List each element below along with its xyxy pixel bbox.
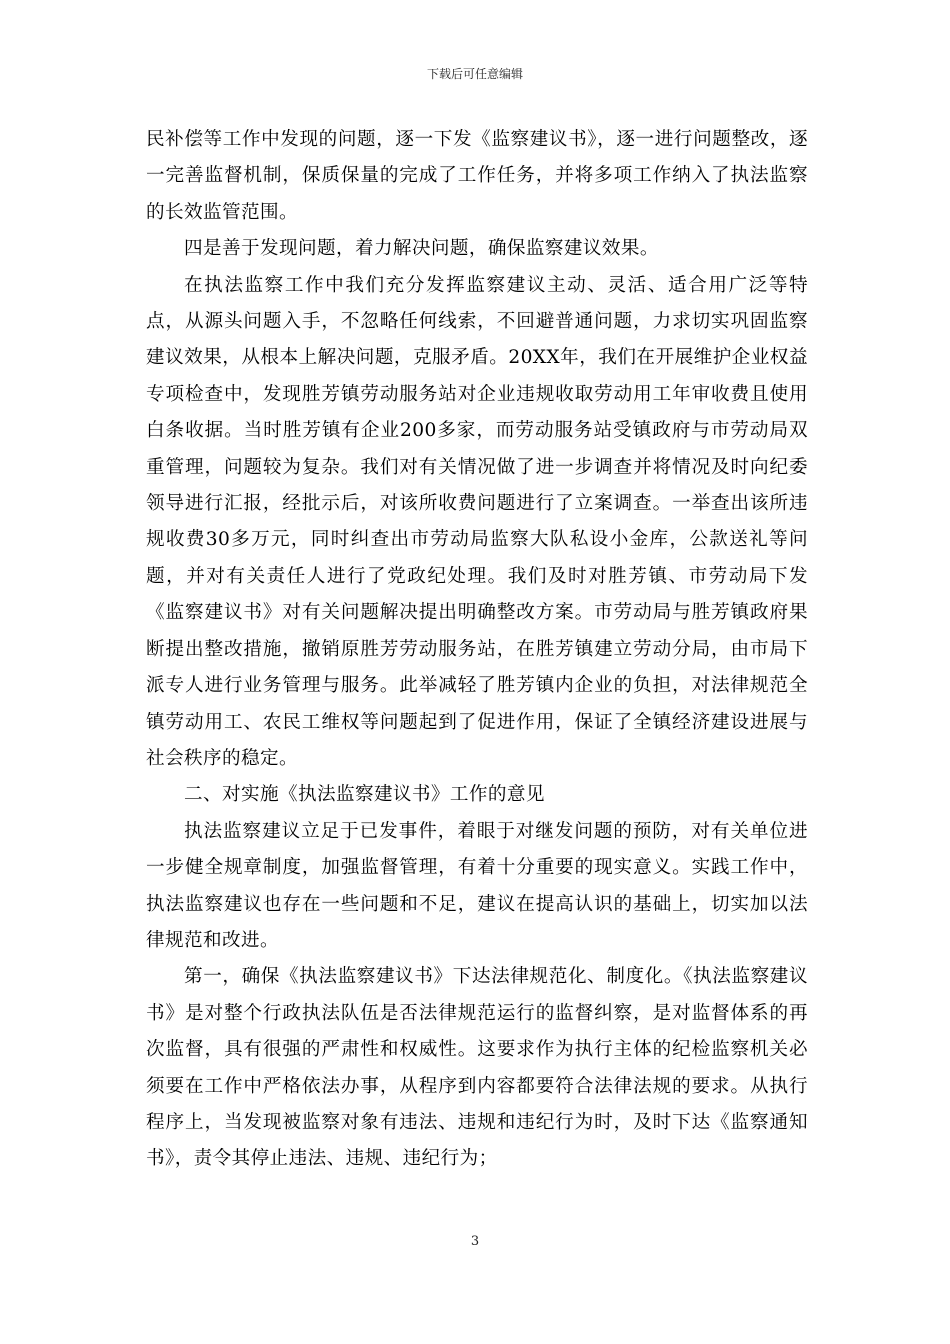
page-number: 3 <box>470 1234 480 1249</box>
paragraph-continuation: 民补偿等工作中发现的问题，逐一下发《监察建议书》，逐一进行问题整改，逐一完善监督机制，保质保量的完成了工作任务，并将多项工作纳入了执法监察的长效监管范围。 <box>146 129 808 223</box>
page-header-note: 下载后可任意编辑 <box>426 67 523 81</box>
section-heading-two: 二、对实施《执法监察建议书》工作的意见 <box>184 784 545 806</box>
paragraph-section-intro: 执法监察建议立足于已发事件，着眼于对继发问题的预防，对有关单位进一步健全规章制度，加强监督管理，有着十分重要的现实意义。实践工作中，执法监察建议也存在一些问题和不足，建议在提高认识的基础上，切实加以法律规范和改进。 <box>146 820 808 951</box>
paragraph-point-four: 四是善于发现问题，着力解决问题，确保监察建议效果。 <box>184 238 659 260</box>
paragraph-case-example: 在执法监察工作中我们充分发挥监察建议主动、灵活、适合用广泛等特点，从源头问题入手，不忽略任何线索，不回避普通问题，力求切实巩固监察建议效果，从根本上解决问题，克服矛盾。20XX年，我们在开展维护企业权益专项检查中，发现胜芳镇劳动服务站对企业违规收取劳动用工年审收费且使用白条收据。当时胜芳镇有企业200多家，而劳动服务站受镇政府与市劳动局双重管理，问题较为复杂。我们对有关情况做了进一步调查并将情况及时向纪委领导进行汇报，经批示后，对该所收费问题进行了立案调查。一举查出该所违规收费30多万元，同时纠查出市劳动局监察大队私设小金库，公款送礼等问题，并对有关责任人进行了党政纪处理。我们及时对胜芳镇、市劳动局下发《监察建议书》对有关问题解决提出明确整改方案。市劳动局与胜芳镇政府果断提出整改措施，撤销原胜芳劳动服务站，在胜芳镇建立劳动分局，由市局下派专人进行业务管理与服务。此举减轻了胜芳镇内企业的负担，对法律规范全镇劳动用工、农民工维权等问题起到了促进作用，保证了全镇经济建设进展与社会秩序的稳定。 <box>146 274 808 769</box>
document-body <box>146 122 808 1178</box>
paragraph-first-point: 第一，确保《执法监察建议书》下达法律规范化、制度化。《执法监察建议书》是对整个行政执法队伍是否法律规范运行的监督纠察，是对监督体系的再次监督，具有很强的严肃性和权威性。这要求作为执行主体的纪检监察机关必须要在工作中严格依法办事，从程序到内容都要符合法律法规的要求。从执行程序上，当发现被监察对象有违法、违规和违纪行为时，及时下达《监察通知书》，责令其停止违法、违规、违纪行为； <box>146 966 808 1170</box>
